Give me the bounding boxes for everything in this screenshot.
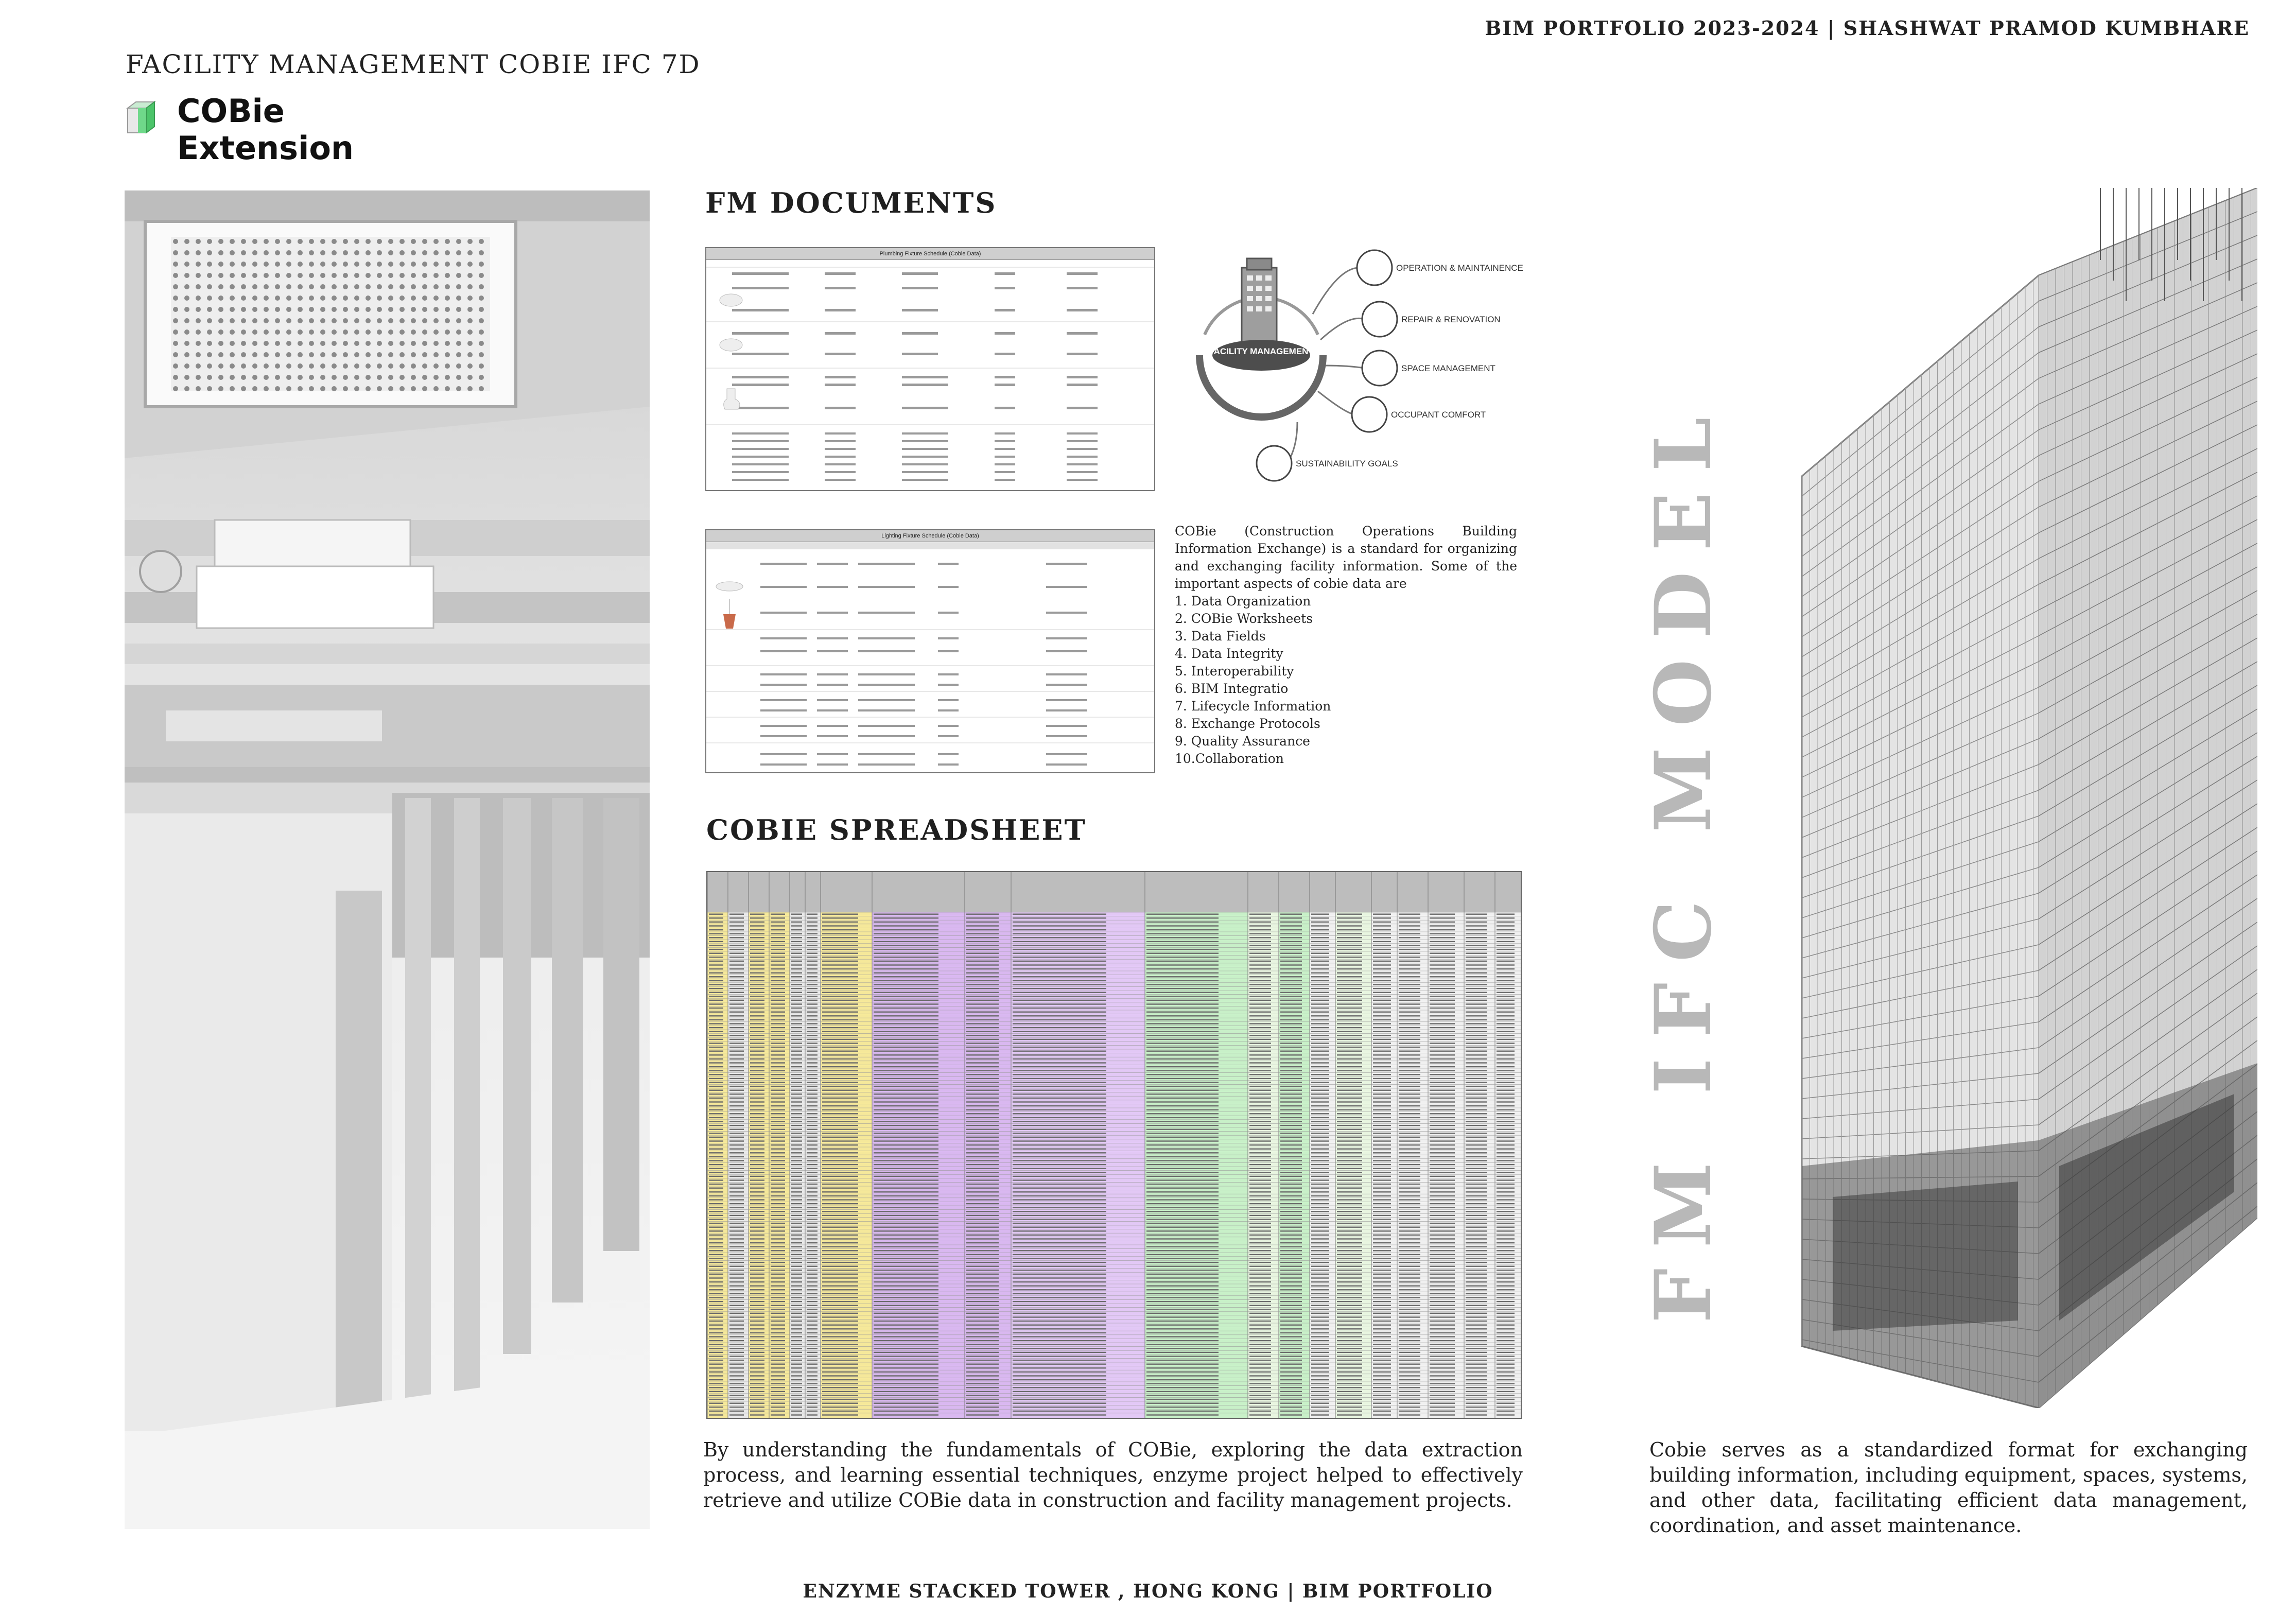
page-footer: ENZYME STACKED TOWER , HONG KONG | BIM PORTFOLIO	[803, 1581, 1493, 1602]
cobie-spreadsheet-image	[706, 871, 1522, 1419]
repair-icon	[1362, 302, 1397, 337]
cobie-description	[1175, 523, 1517, 768]
list-item: 9. Quality Assurance	[1175, 734, 1310, 749]
diagram-item: OCCUPANT COMFORT	[1391, 410, 1486, 420]
bottom-right-paragraph: Cobie serves as a standardized format for exchanging building information, including equipment, spaces, systems, and other data, facilitating efficient data management, coordination, and asset maintenance.	[1649, 1438, 2248, 1537]
list-item: 8. Exchange Protocols	[1175, 716, 1320, 731]
ifc-building-model	[1771, 188, 2257, 1408]
cobie-spreadsheet-title: COBIE SPREADSHEET	[706, 813, 1087, 846]
page-title: FACILITY MANAGEMENT COBIE IFC 7D	[126, 49, 701, 79]
diagram-item: SUSTAINABILITY GOALS	[1296, 459, 1398, 468]
logo-word-extension: Extension	[177, 129, 354, 167]
bottom-left-paragraph: By understanding the fundamentals of COBie, exploring the data extraction process, and learning essential techniques, enzyme project helped to effectively retrieve and utilize COBie data in construction and facility management projects.	[703, 1438, 1523, 1512]
interior-render	[125, 190, 650, 1529]
operation-icon	[1357, 250, 1392, 285]
building-icon	[1242, 258, 1277, 345]
list-item: 2. COBie Worksheets	[1175, 611, 1313, 626]
vertical-title	[1638, 396, 1729, 1323]
cube-icon	[124, 99, 161, 136]
facility-management-diagram	[1184, 237, 1534, 494]
diagram-item: SPACE MANAGEMENT	[1401, 363, 1495, 373]
comfort-icon	[1352, 397, 1387, 432]
sustainability-icon	[1257, 446, 1292, 481]
list-item: 5. Interoperability	[1175, 664, 1294, 679]
lighting-fixture-schedule	[705, 529, 1155, 773]
fm-ifc-model-label: FM IFC MODEL	[1638, 396, 1729, 1323]
list-item: 10.Collaboration	[1175, 751, 1284, 766]
fm-documents-title: FM DOCUMENTS	[705, 186, 997, 219]
list-item: 6. BIM Integratio	[1175, 681, 1289, 696]
list-item: 7. Lifecycle Information	[1175, 699, 1331, 714]
plumbing-fixture-schedule	[705, 247, 1155, 491]
list-item: 1. Data Organization	[1175, 594, 1311, 609]
cobie-intro: COBie (Construction Operations Building Information Exchange) is a standard for organizing and exchanging facility information. Some of the important aspects of cobie data are	[1175, 524, 1517, 591]
plumbing-table-title: Plumbing Fixture Schedule (Cobie Data)	[706, 248, 1154, 260]
cobie-aspects-list	[1175, 593, 1517, 768]
cobie-logo	[124, 93, 360, 170]
logo-word-cobie: COBie	[177, 92, 285, 130]
diagram-item: REPAIR & RENOVATION	[1401, 315, 1501, 324]
space-icon	[1362, 351, 1397, 386]
diagram-center-label: FACILITY MANAGEMENT	[1209, 346, 1314, 356]
lighting-table-title: Lighting Fixture Schedule (Cobie Data)	[706, 530, 1154, 542]
diagram-item: OPERATION & MAINTAINENCE	[1396, 263, 1523, 273]
list-item: 3. Data Fields	[1175, 629, 1266, 644]
portfolio-header: BIM PORTFOLIO 2023-2024 | SHASHWAT PRAMOD KUMBHARE	[1485, 16, 2250, 40]
list-item: 4. Data Integrity	[1175, 646, 1283, 661]
